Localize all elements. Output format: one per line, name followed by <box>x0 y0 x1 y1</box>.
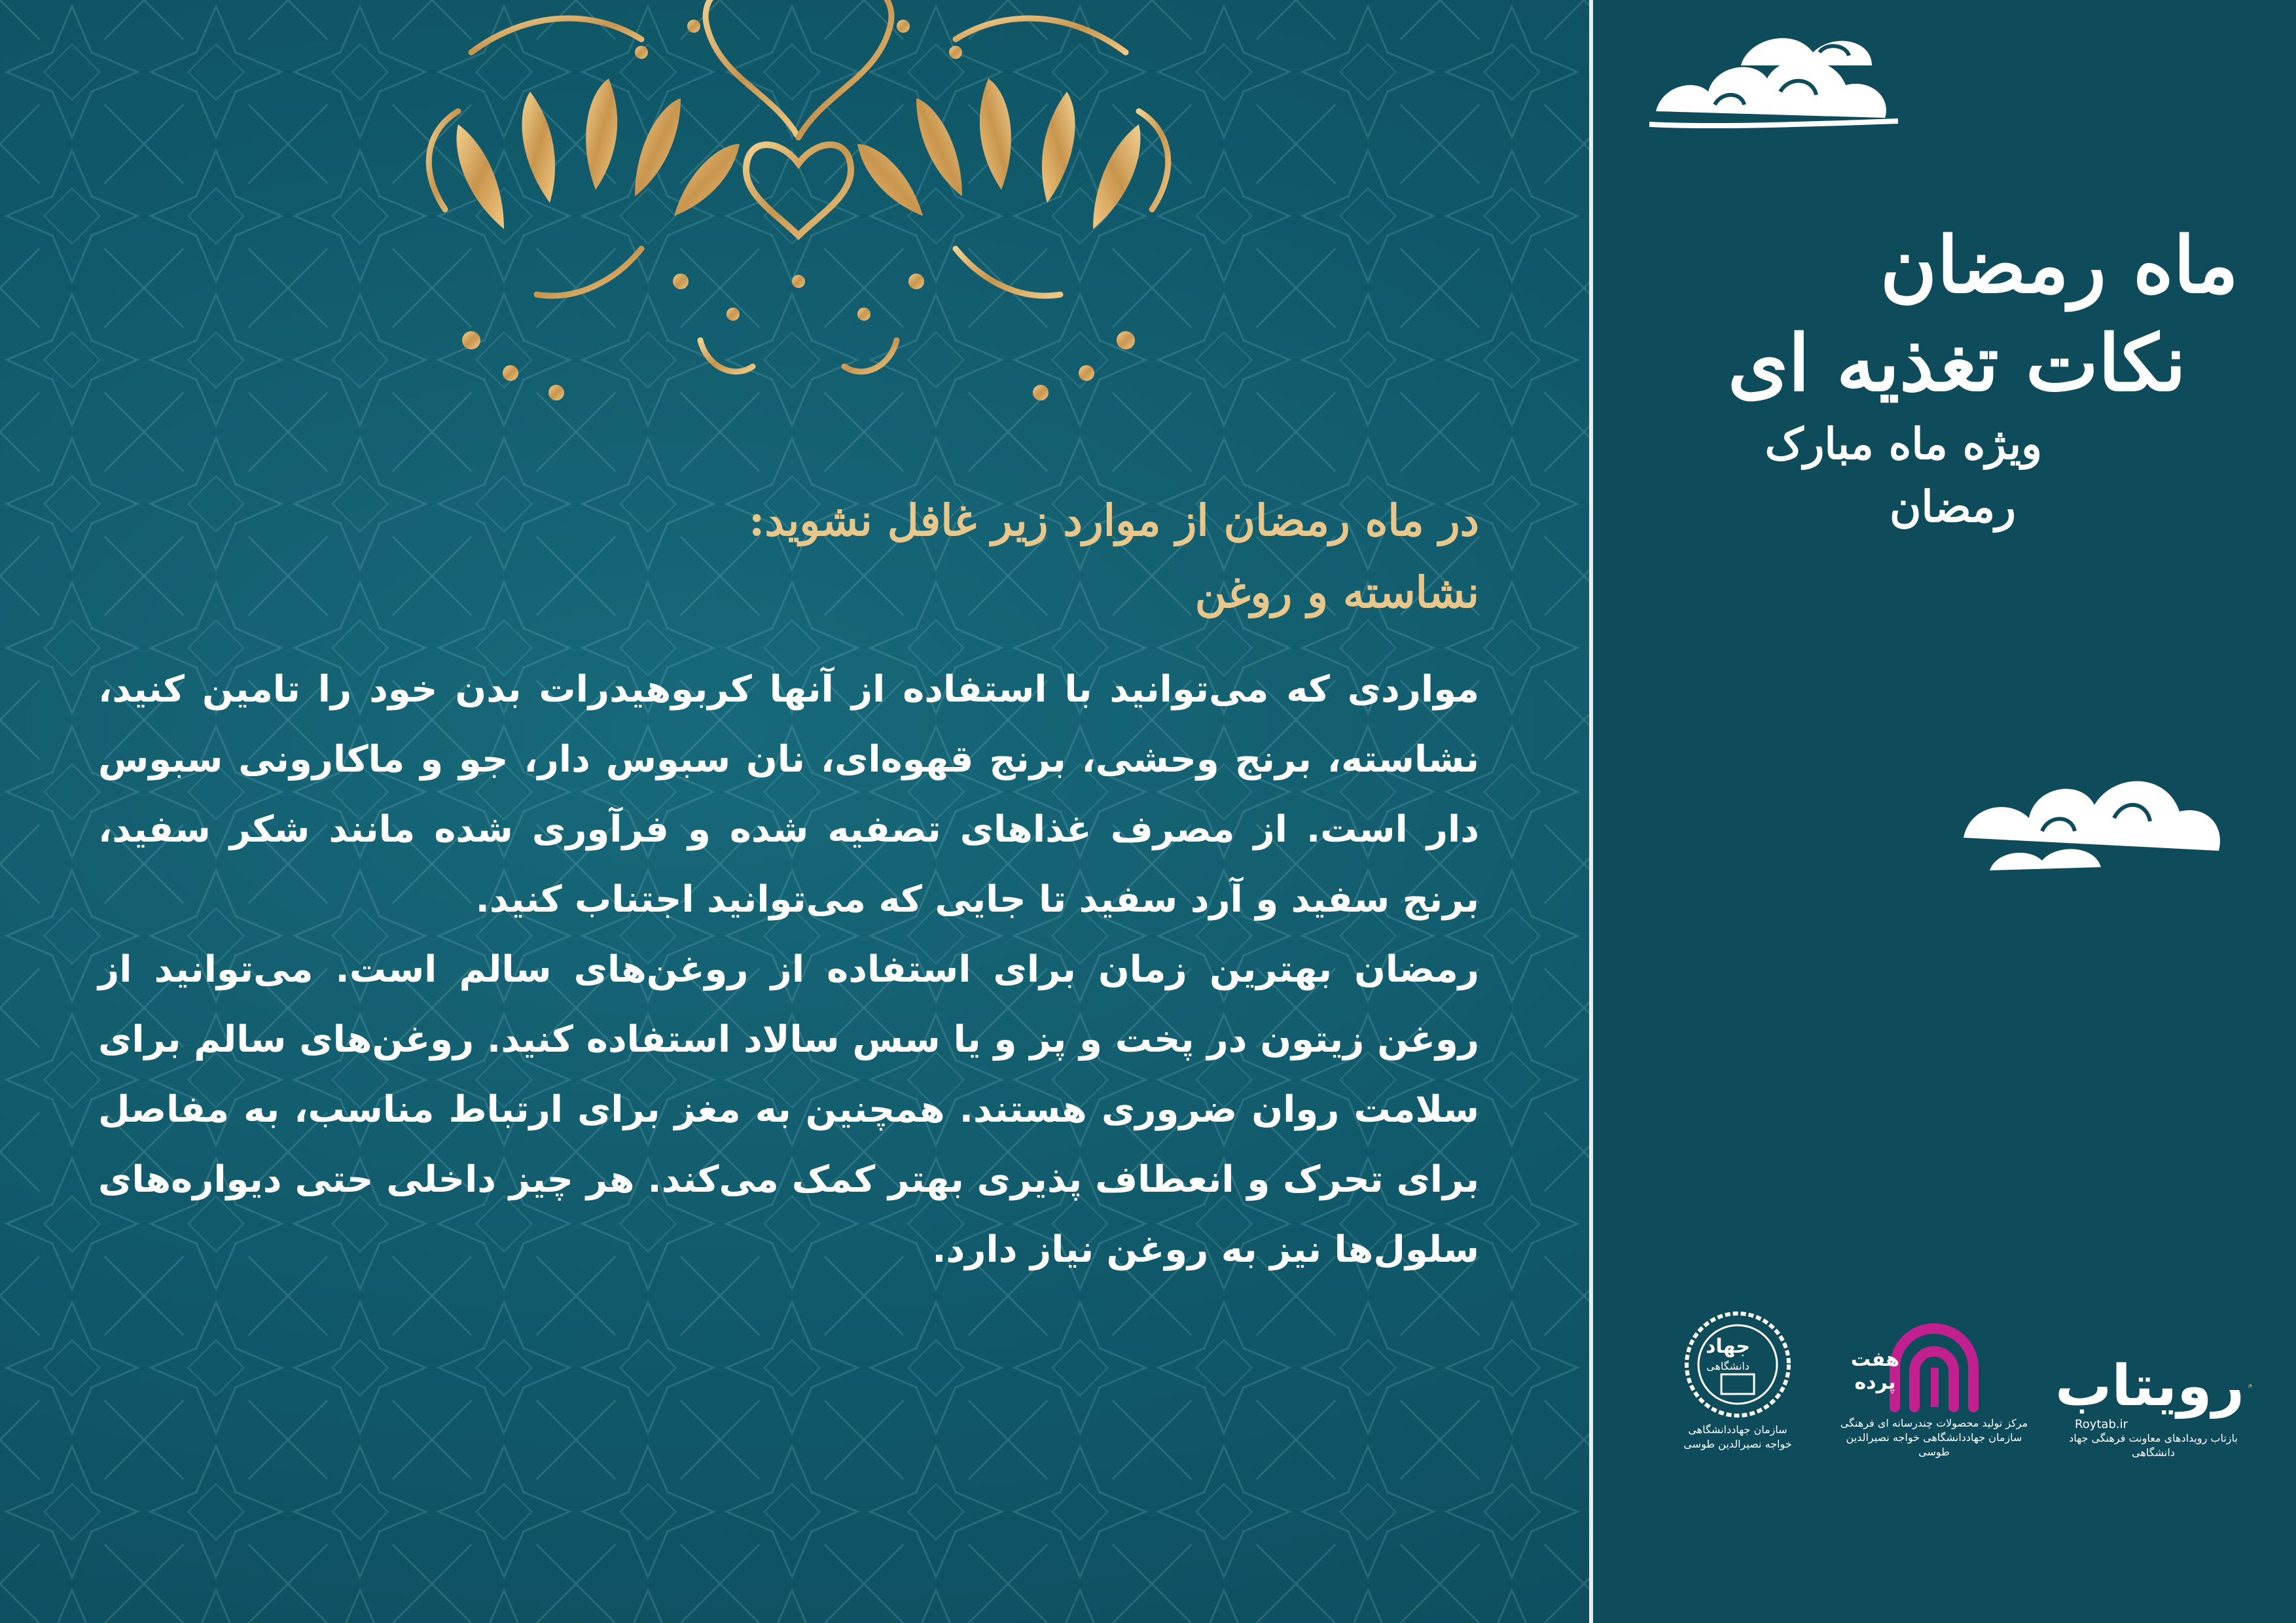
jahad-logo <box>1672 1309 1803 1452</box>
article <box>98 484 1479 1285</box>
roytab-logo <box>2055 1355 2251 1460</box>
article-body <box>98 654 1479 1285</box>
title-block <box>1676 216 2238 538</box>
article-heading: در ماه رمضان از موارد زیر غافل نشوید: <box>749 495 1479 546</box>
roytab-color-squares-icon <box>2248 1373 2251 1399</box>
gold-mandala-ornament <box>275 0 1322 419</box>
paragraph-carbs: مواردی که می‌توانید با استفاده از آنها کربوهیدرات بدن خود را تامین کنید، نشاسته، برنج وحشی، برنج قهوه‌ای، نان سبوس دار، جو و ماکارونی سبوس دار است. از مصرف غذاهای تصفیه شده و فرآوری شده مانند شکر سفید، برنج سفید و آرد سفید تا جایی که می‌توانید اجتناب کنید. <box>98 668 1479 921</box>
jahad-name: جهاد <box>1705 1335 1751 1358</box>
haftparde-name: هفت پرده <box>1850 1348 1900 1394</box>
jahad-caption-1: سازمان جهاددانشگاهی <box>1688 1423 1787 1436</box>
haftparde-logo <box>1839 1309 2029 1459</box>
title-nutrition-tips: نکات تغذیه ای <box>1727 317 2186 408</box>
jahad-sub: دانشگاهی <box>1706 1360 1749 1372</box>
haftparde-caption-2: سازمان جهاددانشگاهی خواجه نصیرالدین طوسی <box>1846 1431 2022 1458</box>
title-ramadan: ماه رمضان <box>1880 219 2238 310</box>
roytab-site: Roytab.ir <box>2075 1418 2128 1431</box>
cloud-ornament-top <box>1636 13 1911 157</box>
roytab-caption: بازتاب رویدادهای معاونت فرهنگی جهاد دانشگاهی <box>2069 1432 2238 1459</box>
subtitle-special: ویژه ماه مبارک <box>1765 418 2042 469</box>
cloud-ornament-middle <box>1950 726 2238 897</box>
haftparde-caption-1: مرکز تولید محصولات چندرسانه ای فرهنگی <box>1840 1417 2028 1429</box>
subtitle-ramadan: رمضان <box>1889 481 2016 532</box>
article-subheading: نشاسته و روغن <box>1194 567 1479 618</box>
paragraph-oils: رمضان بهترین زمان برای استفاده از روغن‌های سالم است. می‌توانید از روغن زیتون در پخت و پز و یا سس سالاد استفاده کنید. روغن‌های سالم برای سلامت روان ضروری هستند. همچنین به مغز برای ارتباط مناسب، به مفاصل برای تحرک و انعطاف پذیری بهتر کمک می‌کند. هر چیز داخلی حتی دیواره‌های سلول‌ها نیز به روغن نیاز دارد. <box>98 948 1479 1271</box>
jahad-caption-2: خواجه نصیرالدین طوسی <box>1683 1438 1792 1450</box>
roytab-name: رویتاب <box>2055 1353 2245 1419</box>
